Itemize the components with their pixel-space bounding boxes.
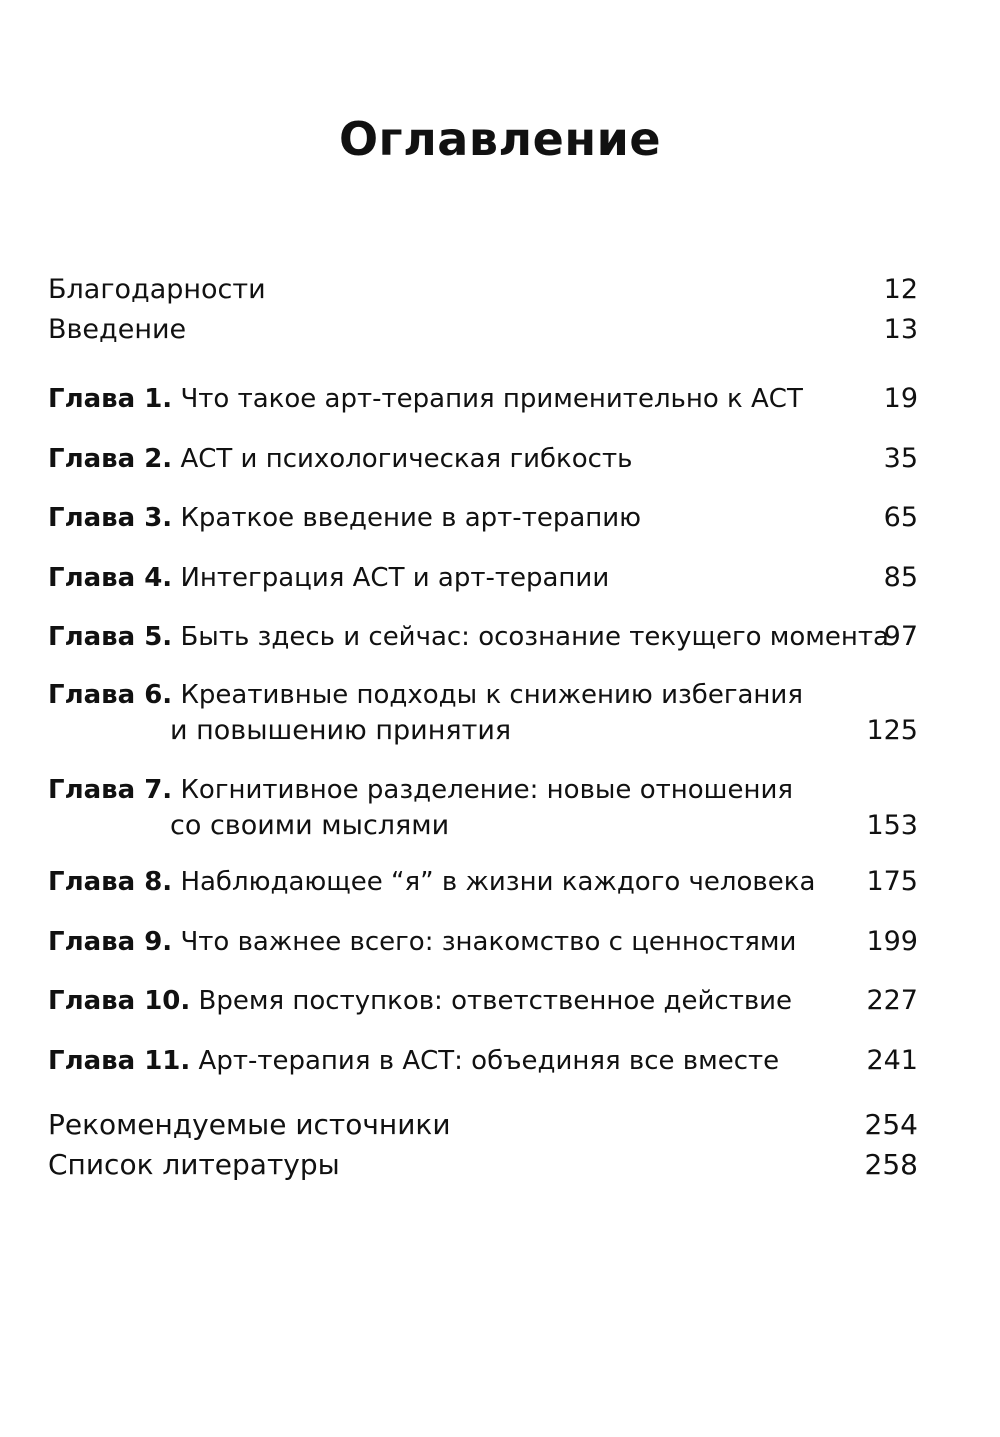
page-title: Оглавление: [338, 112, 662, 166]
chapter-number: Глава 4.: [48, 563, 173, 593]
toc-entry-chapter-7[interactable]: [48, 772, 918, 844]
toc-page-number: 153: [866, 810, 918, 841]
chapter-title: Что такое арт-терапия применительно к АСТ: [180, 384, 803, 414]
toc-page-number: 65: [883, 502, 918, 533]
toc-entry-label: Список литературы: [48, 1148, 340, 1181]
toc-page-number: 97: [883, 621, 918, 652]
toc-page-number: 258: [864, 1148, 918, 1181]
chapter-number: Глава 10.: [48, 986, 191, 1016]
chapter-number: Глава 11.: [48, 1046, 191, 1076]
toc-entry-chapter-5[interactable]: [48, 619, 918, 655]
chapter-title-continuation: и повышению принятия: [170, 715, 512, 746]
chapter-title: Краткое введение в арт-терапию: [180, 503, 642, 533]
toc-entry-acknowledgements[interactable]: [48, 272, 918, 308]
chapter-title: Когнитивное разделение: новые отношения: [180, 775, 793, 805]
toc-page-number: 254: [864, 1108, 918, 1141]
chapter-title: Интеграция АСТ и арт-терапии: [180, 563, 610, 593]
toc-page-number: 19: [883, 383, 918, 414]
chapter-title: Креативные подходы к снижению избегания: [180, 680, 803, 710]
toc-entry-bibliography[interactable]: [48, 1147, 918, 1183]
toc-entry-chapter-1[interactable]: [48, 381, 918, 417]
toc-entry-label: Введение: [48, 314, 187, 345]
toc-page-number: 241: [866, 1045, 918, 1076]
toc-entry-chapter-4[interactable]: [48, 560, 918, 596]
chapter-title: Наблюдающее “я” в жизни каждого человека: [180, 867, 816, 897]
chapter-number: Глава 2.: [48, 444, 173, 474]
chapter-number: Глава 5.: [48, 622, 173, 652]
chapter-number: Глава 8.: [48, 867, 173, 897]
toc-page-number: 199: [866, 926, 918, 957]
chapter-number: Глава 6.: [48, 680, 173, 710]
chapter-number: Глава 1.: [48, 384, 173, 414]
toc-entry-chapter-3[interactable]: [48, 500, 918, 536]
toc-page-number: 227: [866, 985, 918, 1016]
toc-entry-chapter-2[interactable]: [48, 441, 918, 477]
toc-page-number: 35: [883, 443, 918, 474]
chapter-title: Быть здесь и сейчас: осознание текущего момента: [180, 622, 889, 652]
toc-page-number: 175: [866, 866, 918, 897]
toc-entry-introduction[interactable]: [48, 312, 918, 348]
toc-entry-chapter-9[interactable]: [48, 924, 918, 960]
toc-entry-chapter-8[interactable]: [48, 864, 918, 900]
toc-page-number: 13: [883, 314, 918, 345]
toc-entry-label: Благодарности: [48, 274, 266, 305]
toc-page-number: 85: [883, 562, 918, 593]
chapter-title: АСТ и психологическая гибкость: [180, 444, 633, 474]
toc-entry-recommended-sources[interactable]: [48, 1107, 918, 1143]
chapter-number: Глава 3.: [48, 503, 173, 533]
chapter-number: Глава 7.: [48, 775, 173, 805]
chapter-number: Глава 9.: [48, 927, 173, 957]
chapter-title: Что важнее всего: знакомство с ценностями: [180, 927, 797, 957]
toc-entry-label: Рекомендуемые источники: [48, 1108, 451, 1141]
toc-page-number: 125: [866, 715, 918, 746]
toc-page-number: 12: [883, 274, 918, 305]
chapter-title: Арт-терапия в АСТ: объединяя все вместе: [198, 1046, 780, 1076]
chapter-title: Время поступков: ответственное действие: [198, 986, 793, 1016]
chapter-title-continuation: со своими мыслями: [170, 810, 450, 841]
toc-entry-chapter-6[interactable]: [48, 677, 918, 749]
toc-entry-chapter-11[interactable]: [48, 1043, 918, 1079]
toc-entry-chapter-10[interactable]: [48, 983, 918, 1019]
